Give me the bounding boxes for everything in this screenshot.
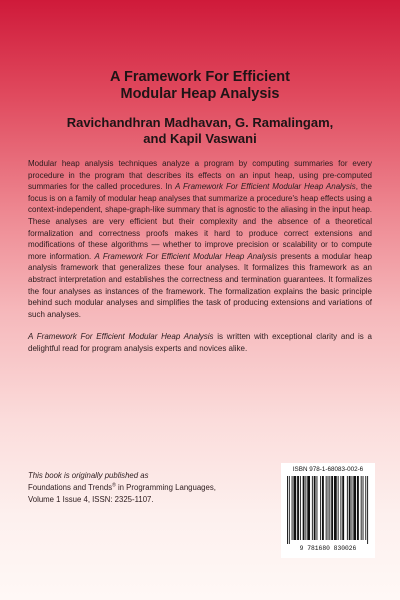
barcode-bar [287,476,288,544]
barcode-bar [289,476,290,544]
barcode-bar [312,476,313,540]
publication-note [28,470,258,506]
barcode-bar [361,476,362,540]
journal-name: Foundations and Trends [28,483,113,492]
barcode-bar [342,476,344,540]
book-title-line-1: A Framework For Efficient [110,69,290,85]
barcode-bar [314,476,316,540]
barcode-bar [303,476,305,540]
barcode-bar [320,476,321,540]
journal-topic: in Programming Languages, [115,483,216,492]
barcode-bar [328,476,329,540]
publication-journal [28,482,258,494]
barcode-bar [349,476,351,540]
description-paragraph-2 [28,331,372,354]
isbn-label: ISBN 978-1-68083-002-6 [292,466,364,473]
barcode-bar [363,476,364,540]
publication-volume: Volume 1 Issue 4, ISSN: 2325-1107. [28,495,154,504]
book-title [40,69,360,103]
description-p2-italic-title: A Framework For Efficient Modular Heap Analysis [28,332,214,342]
barcode-bar [331,476,333,540]
publication-intro: This book is originally published as [28,471,149,480]
barcode-icon [287,476,369,544]
description-p1-text-2: , the focus is on a family of modular heap analyses that summarize a procedure's heap effects using a context-independent, shape-graph-like summary that is agnostic to the aliasing in the input heap. These analyses are very efficient but their complexity and the absence of a theoretical formalization and correctness proofs makes it hard to produce correct extensions and modifications of these algorithms — whether to improve precision or scalability or to compute more information. [28,182,373,261]
book-authors [30,115,370,147]
description-p1-italic-title-1: A Framework For Efficient Modular Heap Analysis [175,182,356,192]
barcode-bar [340,476,341,540]
description-p1-italic-title-2: A Framework For Efficient Modular Heap Analysis [94,251,278,261]
barcode-digits: 9 781680 830026 [299,545,357,552]
description-paragraph-1 [28,158,372,320]
barcode-bar [292,476,293,540]
barcode-bar [351,476,352,540]
barcode-bar [297,476,299,540]
barcode-bar [357,476,359,540]
barcode-bar [353,476,356,540]
description-p1-text-3: presents a modular heap analysis framework that generalizes these four analyses. It formalizes this framework as an abstract interpretation and establishes the correctness and termination guarantees. It formalizes the four analyses as instances of the framework. The formalization explains the basic principle behind such modular analyses and simplifies the task of producing extensions and variations of such analyses. [28,251,372,319]
description-p1-text-1: Modular heap analysis techniques analyze a program by computing summaries for every procedure in the program that describes its effects on an input heap, using pre-computed summaries for the called procedures. In [28,159,372,192]
barcode-bar [322,476,324,540]
book-description [28,158,372,355]
barcode-bar [293,476,296,540]
barcode-bar [307,476,310,540]
barcode-bar [305,476,306,540]
barcode-bar [300,476,301,540]
barcode-box [281,463,375,558]
authors-line-1: Ravichandhran Madhavan, G. Ramalingam, [66,115,334,130]
barcode-bar [326,476,327,540]
barcode-bar [365,476,366,540]
barcode-bar [367,476,368,544]
barcode-bar [347,476,348,540]
authors-line-2: and Kapil Vaswani [143,131,257,146]
description-p2-text: is written with exceptional clarity and is a delightful read for program analysis experts and novices alike. [28,332,372,353]
barcode-bar [329,476,330,540]
barcode-bar [316,476,317,540]
barcode-bar [338,476,339,540]
barcode-bar [334,476,337,540]
book-title-line-2: Modular Heap Analysis [120,86,280,102]
registered-mark: ® [112,482,116,489]
